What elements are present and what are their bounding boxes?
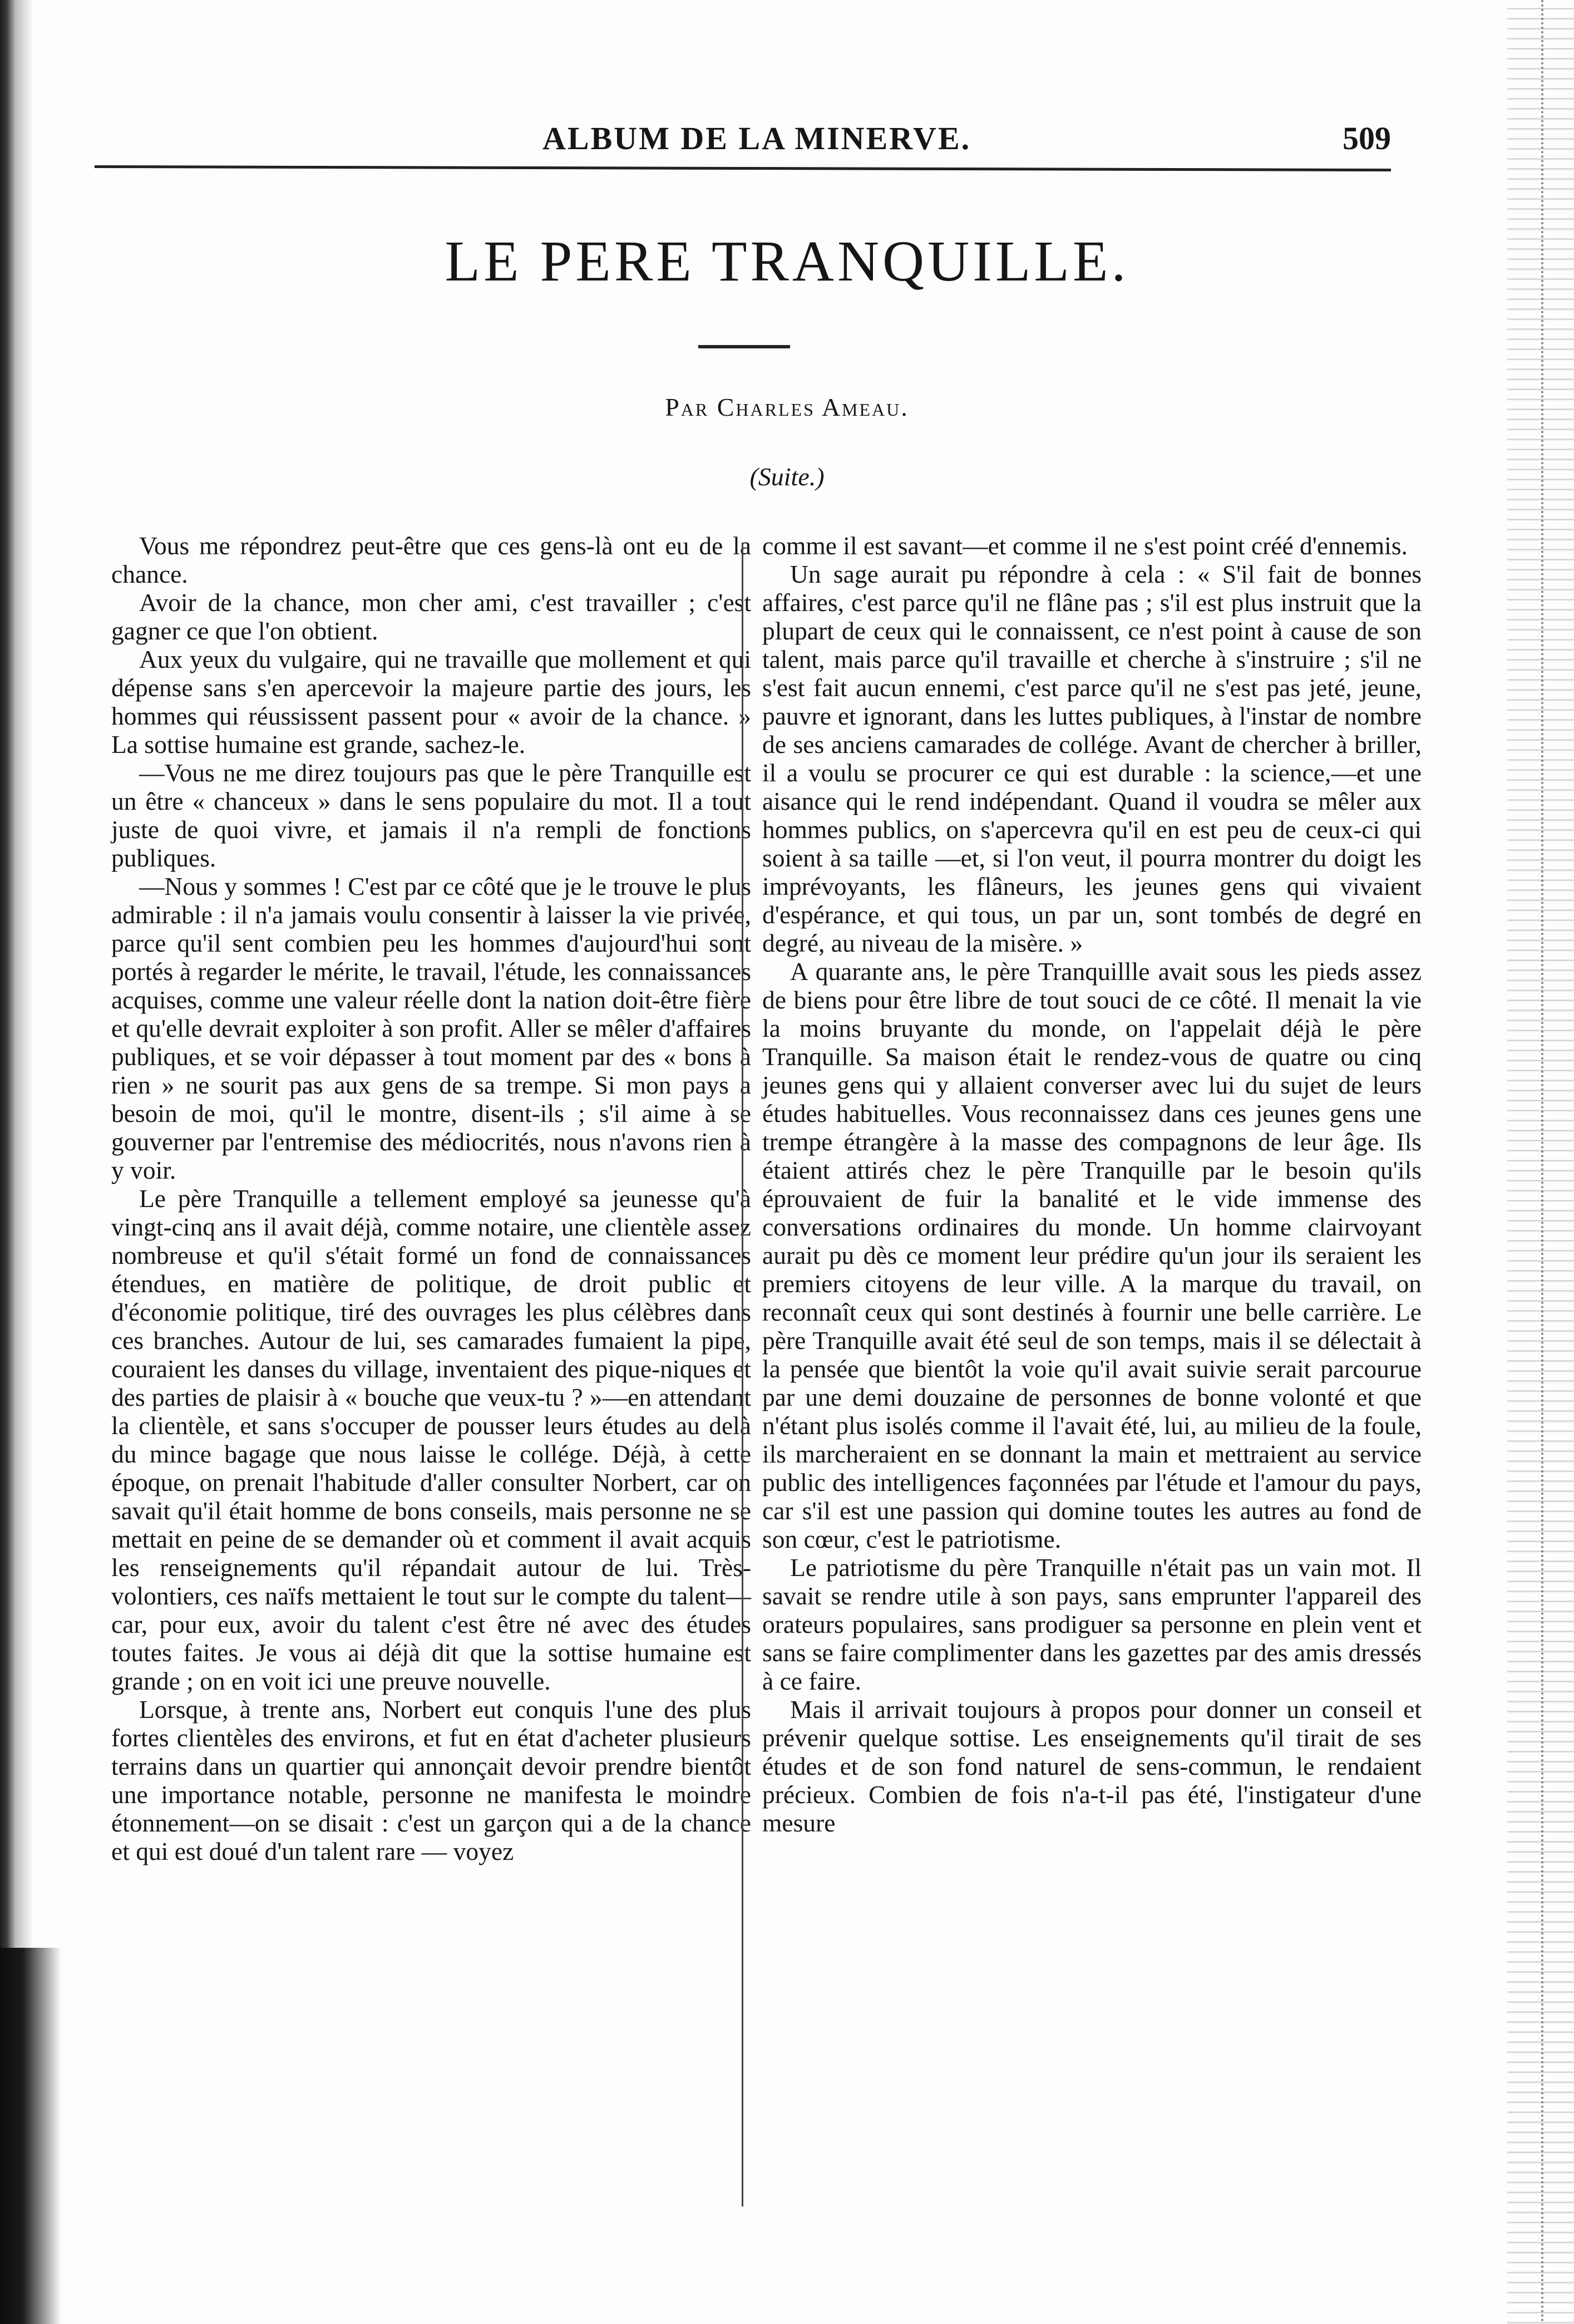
continued-note: (Suite.) xyxy=(749,462,825,491)
paragraph: Aux yeux du vulgaire, qui ne travaille que mollement et qui dépense sans s'en apercevoir la majeure partie des jours, les hommes qui réussissent passent pour « avoir de la chance. » La sottise humaine est grande, sachez-le. xyxy=(111,645,751,759)
paragraph: Lorsque, à trente ans, Norbert eut conquis l'une des plus fortes clientèles des environs, et fut en état d'acheter plusieurs terrains dans un quartier qui annonçait devoir prendre bientôt une importance notable, personne ne manifesta le moindre étonnement—on se disait : c'est un garçon qui a de la chance et qui est doué d'un talent rare — voyez xyxy=(111,1695,751,1865)
paragraph: Mais il arrivait toujours à propos pour donner un conseil et prévenir quelque sottise. Les enseignements qu'il tirait de ses études et de son fond naturel de sens-commun, le rendaient précieux. Combien de fois n'a-t-il pas été, l'instigateur d'une mesure xyxy=(762,1695,1422,1837)
article-title: LE PERE TRANQUILLE. xyxy=(445,229,1129,293)
paragraph: comme il est savant—et comme il ne s'est point créé d'ennemis. xyxy=(762,531,1408,560)
page-edge-line xyxy=(1541,0,1543,2324)
paragraph: —Vous ne me direz toujours pas que le père Tranquille est un être « chanceux » dans le sens populaire du mot. Il a tout juste de quoi vivre, et jamais il n'a rempli de fonctions publiques. xyxy=(111,759,751,872)
header-rule xyxy=(95,165,1391,171)
column-divider xyxy=(742,543,743,2207)
paragraph: A quarante ans, le père Tranquillle avait sous les pieds assez de biens pour être libre de tout souci de ce côté. Il menait la vie la moins bruyante du monde, on l'appelait déjà le père Tranquille. Sa maison était le rendez-vous de quatre ou cinq jeunes gens qui y allaient converser avec lui du sujet de leurs études habituelles. Vous reconnaissez dans ces jeunes gens une trempe étrangère à la masse des compagnons de leur âge. Ils étaient attirés chez le père Tranquille par le besoin qu'ils éprouvaient de fuir la banalité et le vide immense des conversations ordinaires du monde. Un homme clairvoyant aurait pu dès ce moment leur prédire qu'un jour ils seraient les premiers citoyens de leur ville. A la marque du travail, on reconnaît ceux qui sont destinés à fournir une belle carrière. Le père Tranquille avait été seul de son temps, mais il se délectait à la pensée que bientôt la voie qu'il avait suivie serait parcourue par une demi douzaine de personnes de bonne volonté et que n'étant plus isolés comme il l'avait été, lui, au milieu de la foule, ils marcheraient en se donnant la main et mettraient au service public des intelligences façonnées par l'étude et l'amour du pays, car s'il est une passion qui domine toutes les autres au fond de son cœur, c'est le patriotisme. xyxy=(762,957,1422,1553)
running-header xyxy=(95,114,1391,159)
paragraph: Le père Tranquille a tellement employé sa jeunesse qu'à vingt-cinq ans il avait déjà, comme notaire, une clientèle assez nombreuse et qu'il s'était formé un fond de connaissances étendues, en matière de politique, de droit public et d'économie politique, tiré des ouvrages les plus célèbres dans ces branches. Autour de lui, ses camarades fumaient la pipe, couraient les danses du village, inventaient des pique-niques et des parties de plaisir à « bouche que veux-tu ? »—en attendant la clientèle, et sans s'occuper de pousser leurs études au delà du mince bagage que nous laisse le collége. Déjà, à cette époque, on prenait l'habitude d'aller consulter Norbert, car on savait qu'il était homme de bons conseils, mais personne ne se mettait en peine de se demander où et comment il avait acquis les renseignements qu'il répandait autour de lui. Très-volontiers, ces naïfs mettaient le tout sur le compte du talent—car, pour eux, avoir du talent c'est être né avec des études toutes faites. Je vous ai déjà dit que la sottise humaine est grande ; on en voit ici une preuve nouvelle. xyxy=(111,1184,751,1695)
binding-shadow-lower xyxy=(0,1948,61,2324)
page-edge-texture xyxy=(1507,0,1574,2324)
article-byline: Par Charles Ameau. xyxy=(665,393,909,421)
paragraph: Un sage aurait pu répondre à cela : « S'il fait de bonnes affaires, c'est parce qu'il ne flâne pas ; s'il est plus instruit que la plupart de ceux qui le connaissent, ce n'est point à cause de son talent, mais parce qu'il travaille et cherche à s'instruire ; s'il ne s'est fait aucun ennemi, c'est parce qu'il ne s'est pas jeté, jeune, pauvre et ignorant, dans les luttes publiques, à l'instar de nombre de ses anciens camarades de collége. Avant de chercher à briller, il a voulu se procurer ce qui est durable : la science,—et une aisance qui le rend indépendant. Quand il voudra se mêler aux hommes publics, on s'apercevra qu'il en est peu de ceux-ci qui soient à sa taille —et, si l'on veut, il pourra montrer du doigt les imprévoyants, les flâneurs, les jeunes gens qui vivaient d'espérance, et qui tous, un par un, sont tombés de degré en degré, au niveau de la misère. » xyxy=(762,560,1422,957)
paragraph: —Nous y sommes ! C'est par ce côté que je le trouve le plus admirable : il n'a jamais voulu consentir à laisser la vie privée, parce qu'il sent combien peu les hommes d'aujourd'hui sont portés à regarder le mérite, le travail, l'étude, les connaissances acquises, comme une valeur réelle dont la nation doit-être fière et qu'elle devrait exploiter à son profit. Aller se mêler d'affaires publiques, et se voir dépasser à tout moment par des « bons à rien » ne sourit pas aux gens de sa trempe. Si mon pays a besoin de moi, qu'il le montre, disent-ils ; s'il aime à se gouverner par l'entremise des médiocrités, nous n'avons rien à y voir. xyxy=(111,872,751,1184)
right-column xyxy=(762,531,1422,1837)
paragraph: Avoir de la chance, mon cher ami, c'est travailler ; c'est gagner ce que l'on obtient. xyxy=(111,588,751,645)
title-rule xyxy=(698,345,790,348)
paragraph: Le patriotisme du père Tranquille n'était pas un vain mot. Il savait se rendre utile à son pays, sans emprunter l'appareil des orateurs populaires, sans prodiguer sa personne en plein vent et sans se faire complimenter dans les gazettes par des amis dressés à ce faire. xyxy=(762,1553,1422,1695)
left-column xyxy=(111,531,751,1865)
paragraph: Vous me répondrez peut-être que ces gens-là ont eu de la chance. xyxy=(111,531,751,588)
page-number: 509 xyxy=(1343,120,1391,156)
running-title: ALBUM DE LA MINERVE. xyxy=(542,120,971,156)
